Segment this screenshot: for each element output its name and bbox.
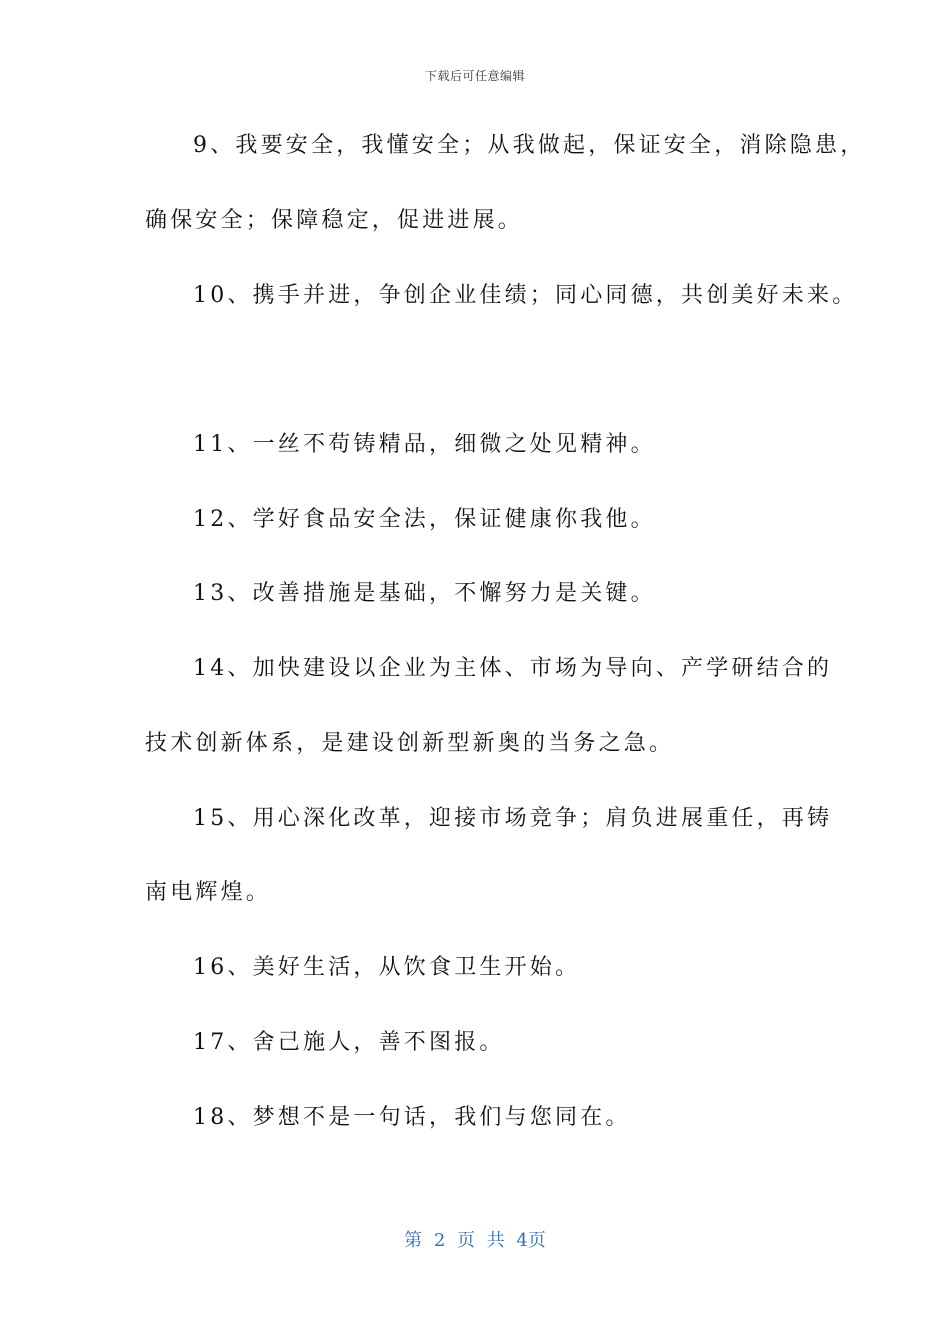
paragraph-line: 13、改善措施是基础，不懈努力是关键。 [193,581,656,606]
paragraph-line: 16、美好生活，从饮食卫生开始。 [193,955,581,980]
paragraph-line: 11、一丝不苟铸精品，细微之处见精神。 [193,432,656,457]
paragraph-line: 确保安全；保障稳定，促进进展。 [145,208,524,233]
paragraph-line: 15、用心深化改革，迎接市场竞争；肩负进展重任，再铸 [193,806,833,831]
paragraph-line: 10、携手并进，争创企业佳绩；同心同德，共创美好未来。 [193,283,858,308]
paragraph-line: 12、学好食品安全法，保证健康你我他。 [193,507,656,532]
paragraph-line: 14、加快建设以企业为主体、市场为导向、产学研结合的 [193,656,833,681]
paragraph-line: 18、梦想不是一句话，我们与您同在。 [193,1105,631,1130]
paragraph-line: 17、舍己施人，善不图报。 [193,1030,505,1055]
paragraph-line: 9、我要安全，我懂安全；从我做起，保证安全，消除隐患， [193,133,866,158]
paragraph-line: 南电辉煌。 [145,880,272,905]
page-header: 下载后可任意编辑 [424,69,525,83]
page-footer-page-number: 第 2 页 共 4页 [404,1230,546,1251]
paragraph-line: 技术创新体系，是建设创新型新奥的当务之急。 [145,731,675,756]
